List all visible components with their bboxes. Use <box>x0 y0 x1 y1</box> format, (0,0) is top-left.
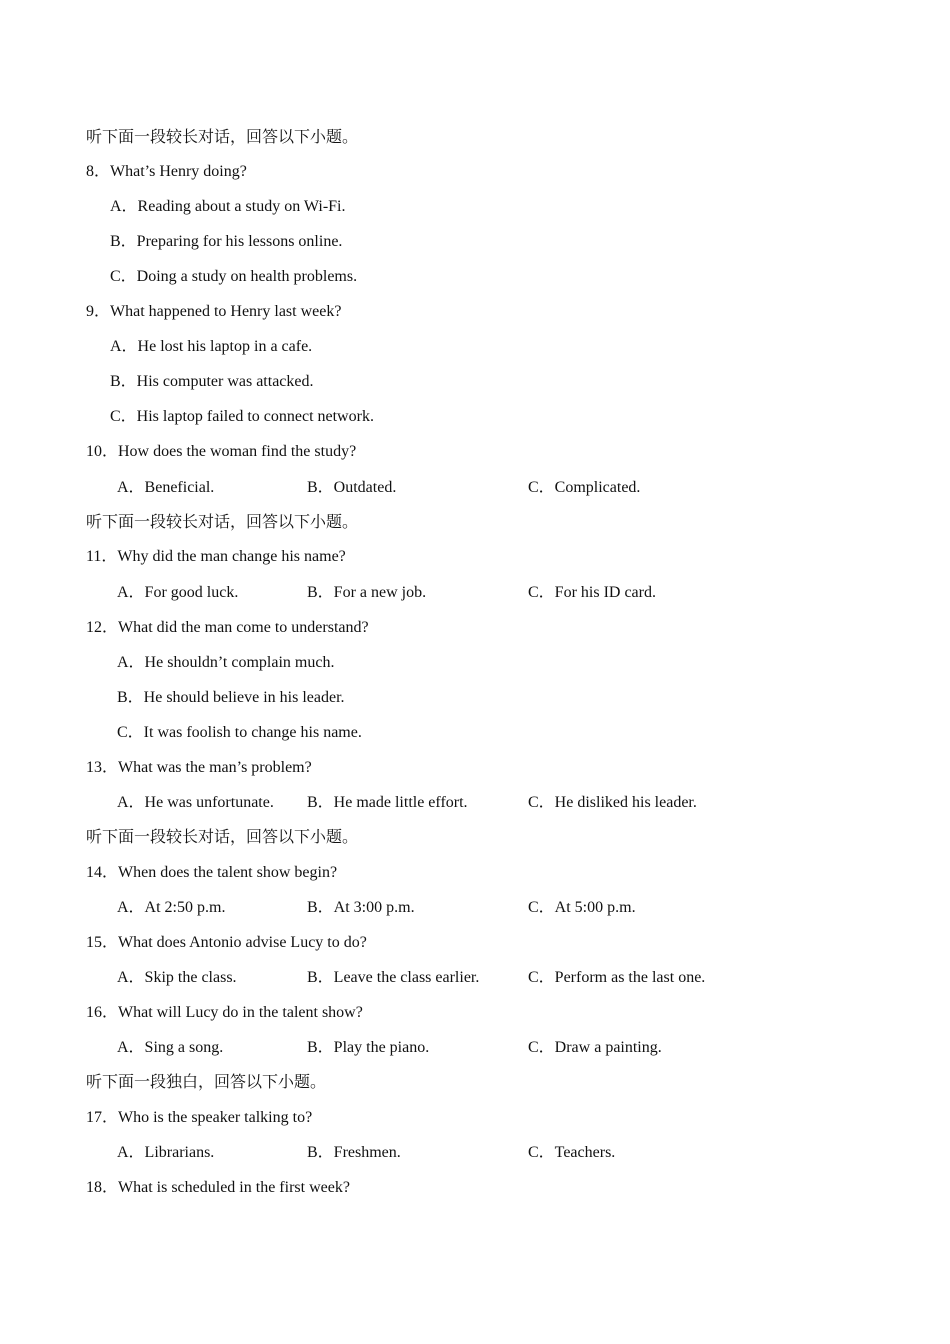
question-14-option-a: A．At 2:50 p.m. <box>117 899 226 916</box>
question-17-option-c: C．Teachers. <box>528 1144 616 1161</box>
question-10-stem: 10．How does the woman find the study? <box>86 443 357 460</box>
question-14-stem: 14．When does the talent show begin? <box>86 864 338 881</box>
question-14-option-b: B．At 3:00 p.m. <box>307 899 415 916</box>
question-15-option-c: C．Perform as the last one. <box>528 969 706 986</box>
question-11-option-b: B．For a new job. <box>307 584 427 601</box>
question-9-option-b: B．His computer was attacked. <box>110 373 314 390</box>
question-12-option-a: A．He shouldn’t complain much. <box>117 654 335 671</box>
question-10-option-c: C．Complicated. <box>528 479 641 496</box>
question-8-option-a: A．Reading about a study on Wi-Fi. <box>110 198 346 215</box>
question-12-option-b: B．He should believe in his leader. <box>117 689 345 706</box>
question-16-option-b: B．Play the piano. <box>307 1039 430 1056</box>
question-11-option-a: A．For good luck. <box>117 584 239 601</box>
section-instruction: 听下面一段较长对话，回答以下小题。 <box>86 829 359 846</box>
question-13-stem: 13．What was the man’s problem? <box>86 759 312 776</box>
question-18-stem: 18．What is scheduled in the first week? <box>86 1179 350 1196</box>
question-13-option-b: B．He made little effort. <box>307 794 468 811</box>
question-17-stem: 17．Who is the speaker talking to? <box>86 1109 313 1126</box>
section-instruction: 听下面一段较长对话，回答以下小题。 <box>86 129 359 146</box>
question-8-option-b: B．Preparing for his lessons online. <box>110 233 343 250</box>
question-11-option-c: C．For his ID card. <box>528 584 656 601</box>
question-8-stem: 8．What’s Henry doing? <box>86 163 247 180</box>
question-10-option-a: A．Beneficial. <box>117 479 215 496</box>
question-16-option-c: C．Draw a painting. <box>528 1039 662 1056</box>
question-15-option-a: A．Skip the class. <box>117 969 237 986</box>
question-10-option-b: B．Outdated. <box>307 479 397 496</box>
section-instruction: 听下面一段独白，回答以下小题。 <box>86 1074 327 1091</box>
question-14-option-c: C．At 5:00 p.m. <box>528 899 636 916</box>
question-9-option-a: A．He lost his laptop in a cafe. <box>110 338 313 355</box>
question-13-option-a: A．He was unfortunate. <box>117 794 274 811</box>
section-instruction: 听下面一段较长对话，回答以下小题。 <box>86 514 359 531</box>
question-8-option-c: C．Doing a study on health problems. <box>110 268 358 285</box>
question-15-stem: 15．What does Antonio advise Lucy to do? <box>86 934 367 951</box>
question-15-option-b: B．Leave the class earlier. <box>307 969 480 986</box>
question-16-stem: 16．What will Lucy do in the talent show? <box>86 1004 363 1021</box>
question-16-option-a: A．Sing a song. <box>117 1039 224 1056</box>
question-11-stem: 11．Why did the man change his name? <box>86 548 346 565</box>
question-12-option-c: C．It was foolish to change his name. <box>117 724 362 741</box>
question-9-stem: 9．What happened to Henry last week? <box>86 303 342 320</box>
question-17-option-a: A．Librarians. <box>117 1144 215 1161</box>
question-17-option-b: B．Freshmen. <box>307 1144 401 1161</box>
question-13-option-c: C．He disliked his leader. <box>528 794 697 811</box>
question-9-option-c: C．His laptop failed to connect network. <box>110 408 374 425</box>
question-12-stem: 12．What did the man come to understand? <box>86 619 369 636</box>
